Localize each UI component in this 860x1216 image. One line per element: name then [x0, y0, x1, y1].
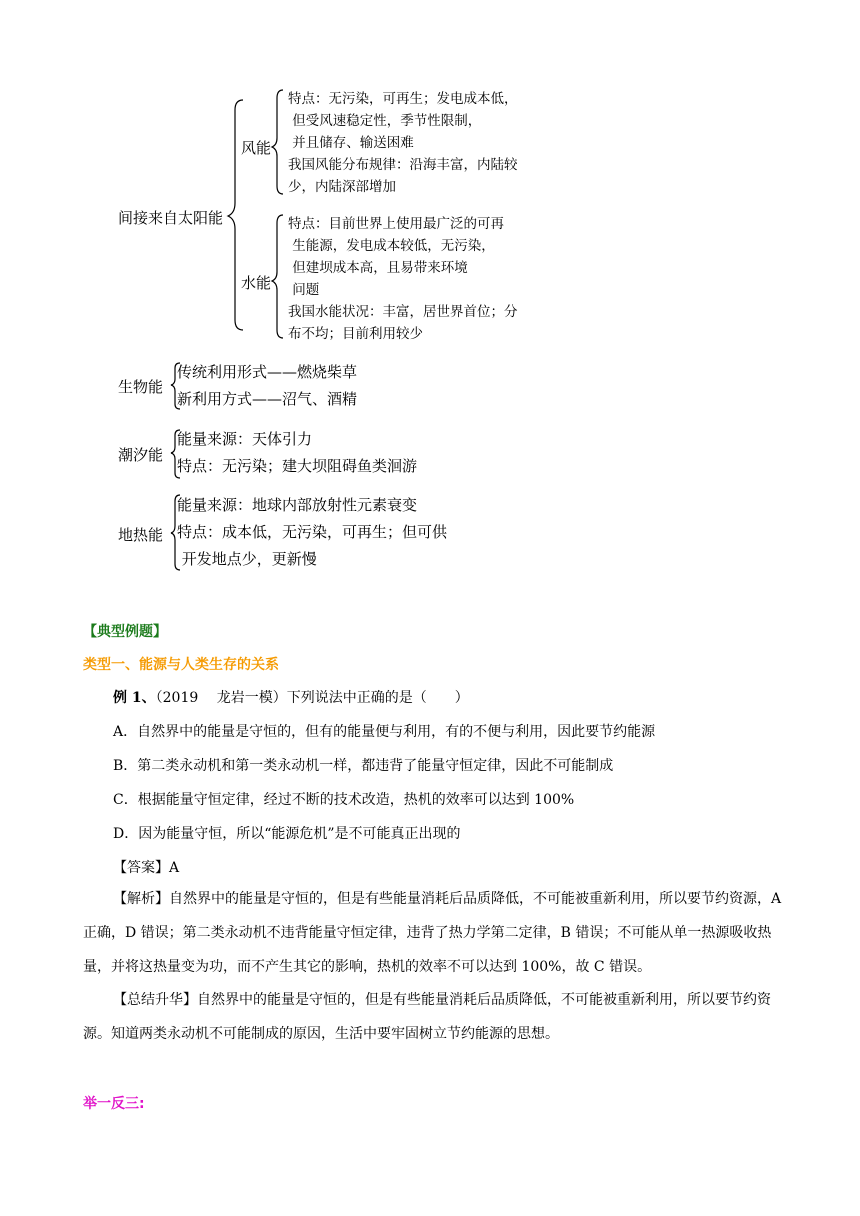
practice-heading: 举一反三: — [83, 1096, 145, 1112]
answer-tag: 【答案】 — [113, 860, 169, 876]
option-d: D．因为能量守恒，所以“能源危机”是不可能真正出现的 — [113, 826, 461, 842]
answer-line — [113, 857, 179, 877]
wind-line: 并且储存、输送困难 — [288, 135, 414, 151]
wind-line: 少，内陆深部增加 — [288, 179, 396, 195]
geo-details — [177, 492, 447, 573]
water-line: 生能源，发电成本较低，无污染， — [288, 238, 495, 254]
analysis-tag: 【解析】 — [113, 891, 169, 907]
type1-heading: 类型一、能源与人类生存的关系 — [83, 657, 279, 673]
geo-line: 特点：成本低，无污染，可再生；但可供 — [177, 523, 448, 541]
example-question — [113, 687, 469, 707]
bio-line: 新利用方式——沼气、酒精 — [177, 390, 358, 408]
bio-line: 传统利用形式——燃烧柴草 — [177, 363, 358, 381]
option-b: B．第二类永动机和第一类永动机一样，都违背了能量守恒定律，因此不可能制成 — [113, 758, 614, 774]
example-prefix: 例 1、 — [113, 690, 156, 706]
brace-water — [272, 215, 283, 338]
water-line: 问题 — [288, 282, 320, 298]
water-line: 布不均；目前利用较少 — [288, 326, 423, 342]
summary-text: 自然界中的能量是守恒的，但是有些能量消耗后品质降低，不可能被重新利用，所以要节约资源。知道两类永动机不可能制成的原因，生活中要牢固树立节约能源的思想。 — [83, 992, 771, 1042]
wind-line: 特点：无污染，可再生；发电成本低， — [288, 91, 518, 107]
label-geo: 地热能 — [118, 526, 164, 544]
option-c: C．根据能量守恒定律，经过不断的技术改造，热机的效率可以达到 100% — [113, 792, 575, 808]
typical-examples-heading: 【典型例题】 — [83, 624, 167, 640]
label-bio: 生物能 — [118, 378, 164, 396]
answer-value: A — [169, 860, 180, 876]
water-line: 但建坝成本高，且易带来环境 — [288, 260, 468, 276]
label-solar: 间接来自太阳能 — [118, 209, 224, 227]
water-details — [288, 213, 518, 345]
analysis-text: 自然界中的能量是守恒的，但是有些能量消耗后品质降低，不可能被重新利用，所以要节约资源，A 正确，D 错误；第二类永动机不违背能量守恒定律，违背了热力学第二定律，B 错误；不可能从单一热源吸收热量，并将这热量变为功，而不产生其它的影响，热机的效率不可以达到 100%，故 C 错误。 — [83, 891, 782, 975]
label-tidal: 潮汐能 — [118, 446, 164, 464]
wind-details — [288, 88, 518, 198]
tidal-details — [177, 426, 417, 480]
water-line: 特点：目前世界上使用最广泛的可再 — [288, 216, 504, 232]
option-a: A．自然界中的能量是守恒的，但有的能量便与利用，有的不便与利用，因此要节约能源 — [113, 724, 656, 740]
tidal-line: 特点：无污染；建大坝阻碍鱼类洄游 — [177, 457, 418, 475]
brace-solar — [228, 100, 243, 330]
brace-wind — [272, 90, 283, 194]
summary-tag: 【总结升华】 — [113, 992, 197, 1008]
summary-paragraph — [83, 983, 783, 1051]
example-source: （2019 龙岩一模）下列说法中正确的是（ ） — [155, 690, 469, 706]
label-water: 水能 — [241, 274, 272, 292]
geo-line: 能量来源：地球内部放射性元素衰变 — [177, 496, 418, 514]
analysis-paragraph — [83, 882, 783, 984]
label-wind: 风能 — [241, 139, 272, 157]
tidal-line: 能量来源：天体引力 — [177, 430, 313, 448]
geo-line: 开发地点少，更新慢 — [177, 550, 317, 568]
water-line: 我国水能状况：丰富，居世界首位；分 — [288, 304, 518, 320]
bio-details — [177, 359, 357, 413]
wind-line: 但受风速稳定性，季节性限制， — [288, 113, 482, 129]
wind-line: 我国风能分布规律：沿海丰富，内陆较 — [288, 157, 518, 173]
